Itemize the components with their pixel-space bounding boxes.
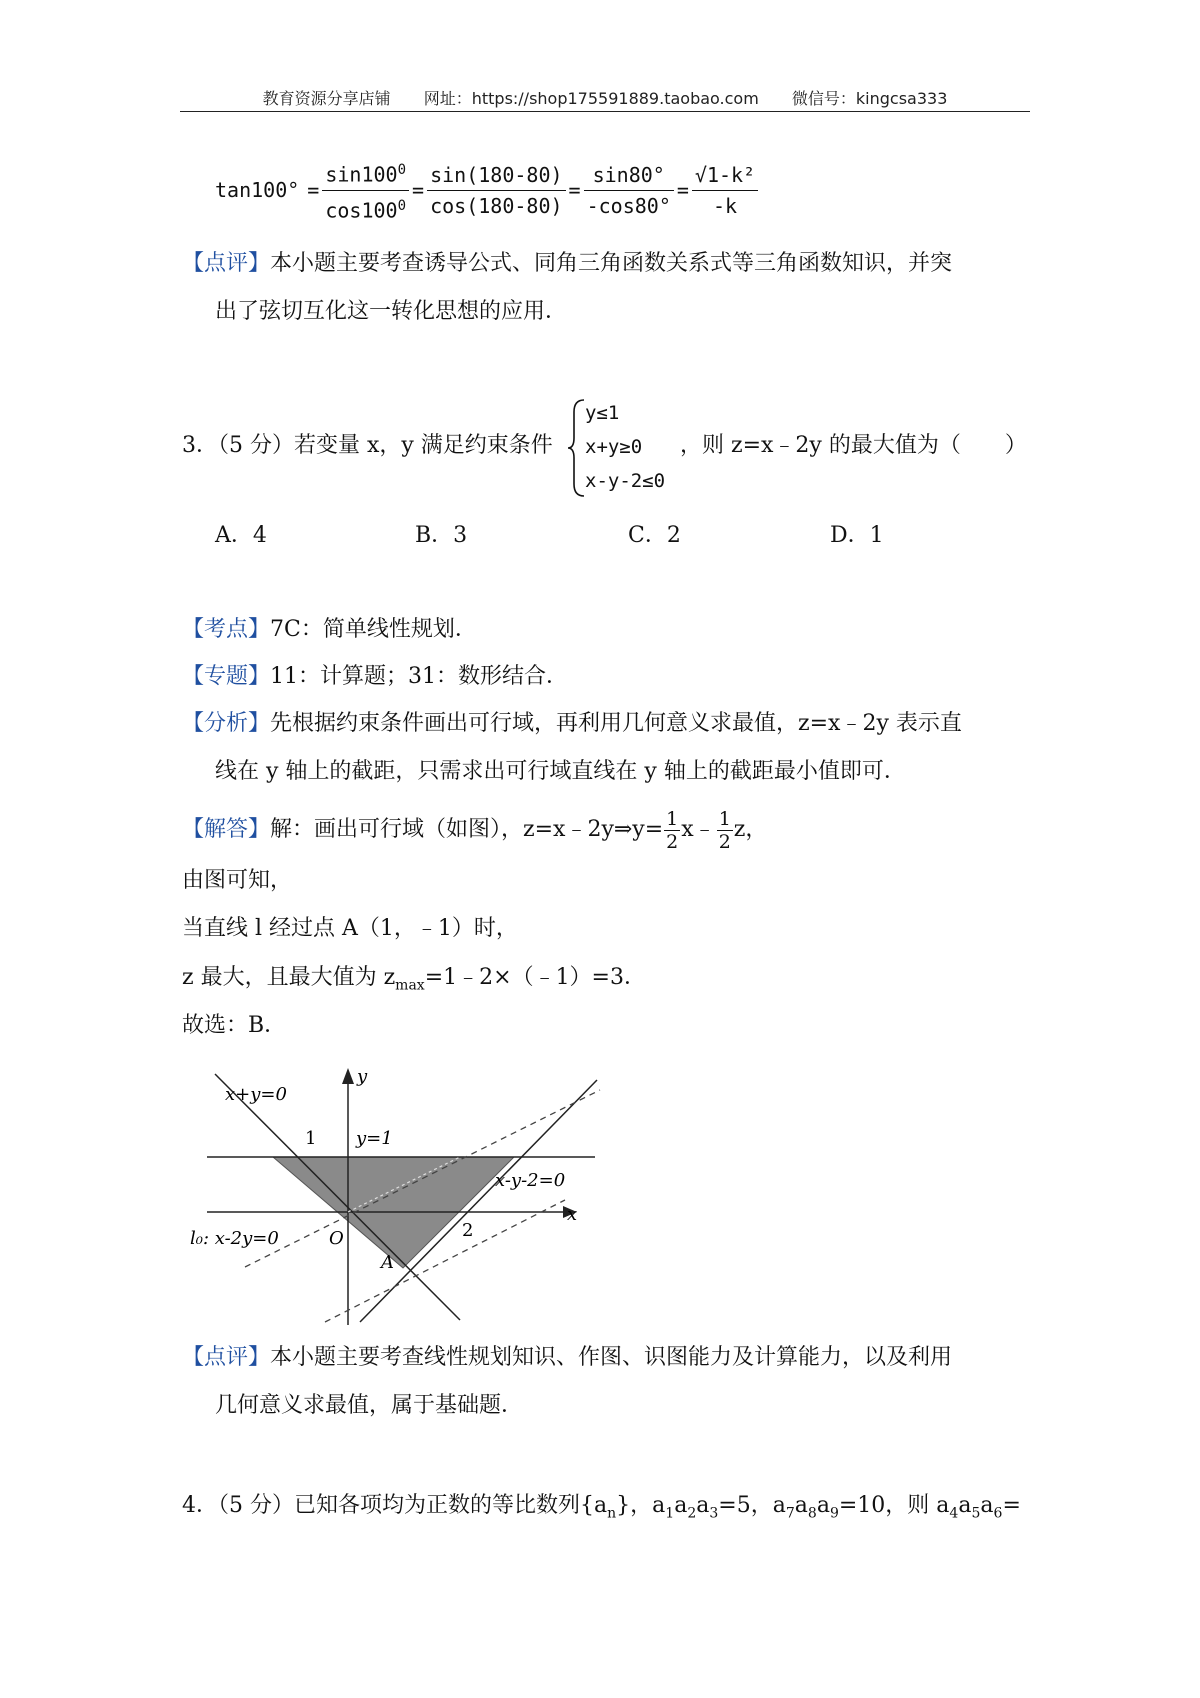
header-shop: 教育资源分享店铺 [262, 89, 391, 108]
option-d: D．1 [830, 523, 884, 548]
constraint-system [585, 396, 665, 498]
formula-top: tan100° = $\frac{\sin 100^0}{\cos 100^0}$ = $\frac{\sin(180-80)}{\cos(180-80)}$ = $\frac{\sin 80^\circ}{-\cos 80^\circ}$ = $\frac{\text{√1-k²}}{-k}$ [215, 150, 761, 230]
header-divider [180, 111, 1030, 112]
constraint-3: x-y-2≤0 [585, 470, 666, 492]
review2-line1: 【点评】本小题主要考查线性规划知识、作图、识图能力及计算能力，以及利用 [182, 1345, 953, 1370]
constraint-1: y≤1 [585, 402, 620, 424]
formula-frac-1: $\frac{\sin 100^0}{\cos 100^0}$ [322, 155, 409, 225]
label-x-axis: x [567, 1204, 578, 1225]
feasible-region-graph [185, 1060, 615, 1330]
sol-line-4: 故选：B． [182, 1013, 287, 1038]
header-url: 网址：https://shop175591889.taobao.com [423, 89, 759, 108]
formula-lhs: tan100° [215, 178, 300, 202]
label-y-axis: y [357, 1066, 368, 1087]
option-c: C．2 [628, 523, 681, 548]
label-origin: O [329, 1228, 344, 1249]
review2-line2: 几何意义求最值，属于基础题． [215, 1393, 524, 1418]
review1-line2: 出了弦切互化这一转化思想的应用． [215, 299, 568, 324]
option-a: A．4 [215, 523, 267, 548]
label-y-equals-1: y=1 [356, 1128, 393, 1149]
sol-line-3: z 最大，且最大值为 $z_{max}=1﹣2\times(﹣1)=3$． [182, 965, 646, 994]
q4-line: 4．（5 分）已知各项均为正数的等比数列$\{a_n\}$，$a_1a_2a_3=5$，$a_7a_8a_9=10$，则 $a_4a_5a_6=$ [182, 1493, 1021, 1522]
formula-frac-2: $\frac{\sin(180-80)}{\cos(180-80)}$ [427, 160, 565, 221]
label-x-minus-y-minus-2: x-y-2=0 [495, 1170, 566, 1191]
fenxi-line1: 【分析】先根据约束条件画出可行域，再利用几何意义求最值，z=x﹣2y 表示直 [182, 711, 962, 736]
sol-line-2: 当直线 l 经过点 A（1，﹣1）时， [182, 916, 518, 941]
review1-line1: 【点评】本小题主要考查诱导公式、同角三角函数关系式等三角函数知识，并突 [182, 251, 953, 276]
q3-suffix: ，则 z=x﹣2y 的最大值为（ ） [680, 433, 1027, 458]
kaodian: 【考点】7C：简单线性规划． [182, 617, 477, 642]
label-point-a: A [381, 1252, 394, 1273]
fenxi-line2: 线在 y 轴上的截距，只需求出可行域直线在 y 轴上的截距最小值即可． [215, 759, 906, 784]
review1-tag: 【点评】 [182, 251, 271, 276]
jieda: 【解答】 解：画出可行域（如图），z=x﹣2y⇒y= $\frac{1}{2}$ x﹣ $\frac{1}{2}$ z， [182, 807, 768, 853]
option-b: B．3 [415, 523, 468, 548]
zhuanti: 【专题】11：计算题；31：数形结合． [182, 664, 569, 689]
sol-line-1: 由图可知， [182, 868, 293, 893]
formula-frac-4: $\frac{\text{√1-k²}}{-k}$ [692, 160, 758, 221]
label-one: 1 [305, 1128, 317, 1149]
constraint-2: x+y≥0 [585, 436, 643, 458]
label-two: 2 [462, 1220, 474, 1241]
review2-tag: 【点评】 [182, 1345, 271, 1370]
label-l0: l₀: x-2y=0 [190, 1228, 279, 1249]
header-wechat: 微信号：kingcsa333 [791, 89, 948, 108]
formula-frac-3: $\frac{\sin 80^\circ}{-\cos 80^\circ}$ [584, 160, 674, 221]
page-header [180, 86, 1030, 109]
label-x-plus-y: x+y=0 [225, 1084, 287, 1105]
q3-prefix: 3．（5 分）若变量 x，y 满足约束条件 [182, 433, 553, 458]
